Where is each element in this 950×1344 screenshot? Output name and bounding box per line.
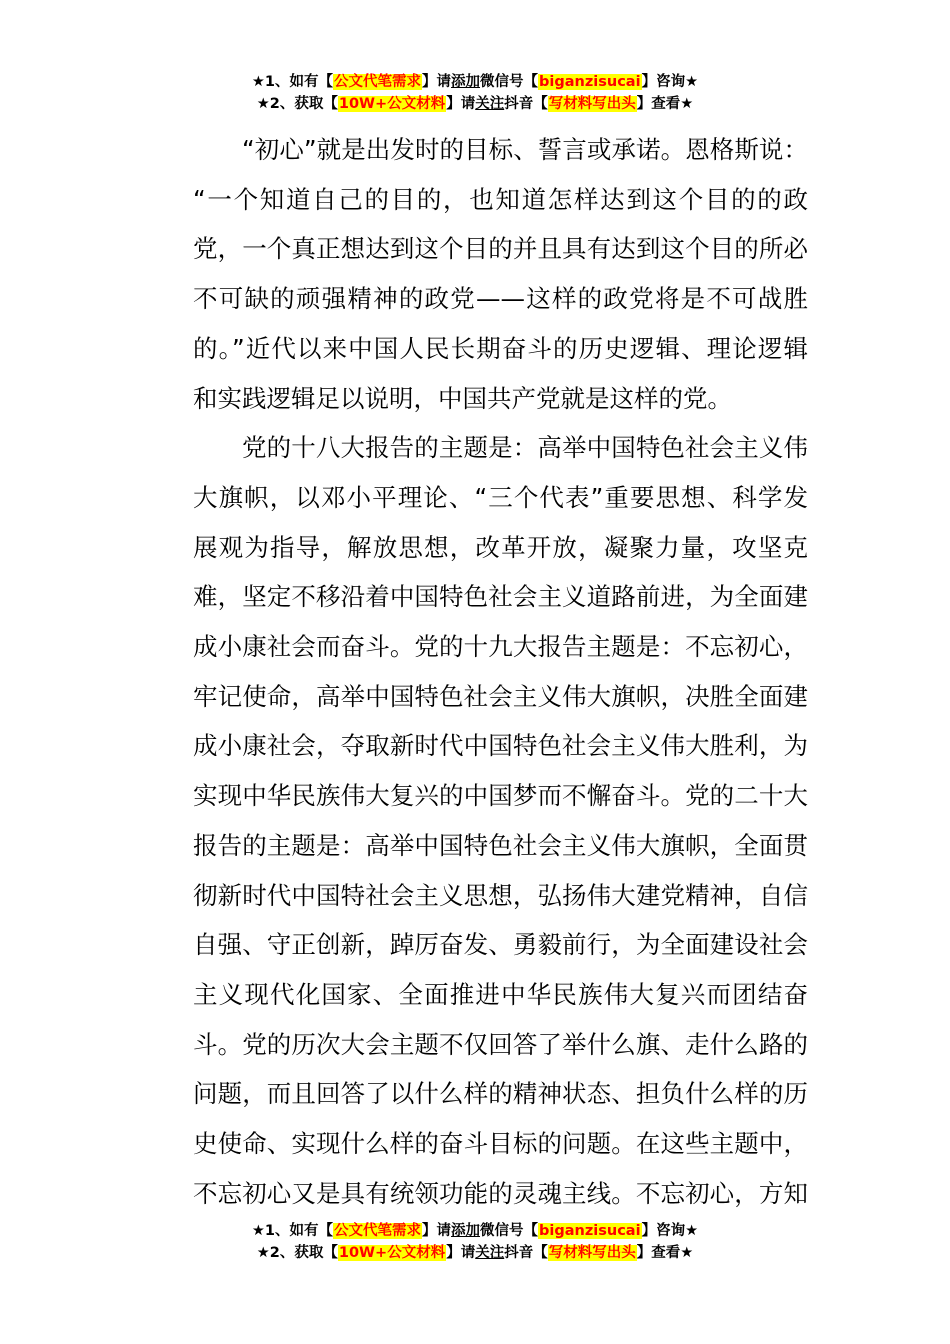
notice-text: 抖音【: [504, 1245, 548, 1261]
highlight-wechat-id: biganzisucai: [539, 1223, 641, 1239]
footer-notice: [0, 1220, 950, 1264]
text-line: 展观为指导，解放思想，改革开放，凝聚力量，攻坚克: [193, 532, 808, 562]
highlight-materials: 10W+公文材料: [338, 96, 446, 112]
notice-text: 】咨询★: [641, 74, 699, 90]
document-body: [144, 125, 808, 1218]
notice-text: 】请: [446, 1245, 476, 1261]
text-line: 的。”近代以来中国人民长期奋斗的历史逻辑、理论逻辑: [193, 333, 808, 363]
notice-text: 】查看★: [636, 1245, 694, 1261]
notice-underlined: 添加: [451, 1223, 481, 1239]
notice-text: 】查看★: [636, 96, 694, 112]
text-line: 党，一个真正想达到这个目的并且具有达到这个目的所必: [193, 234, 808, 264]
highlight-materials: 10W+公文材料: [338, 1245, 446, 1261]
notice-text: ★1、如有【: [251, 74, 334, 90]
notice-line-1: [0, 71, 950, 93]
notice-text: ★1、如有【: [251, 1223, 334, 1239]
text-line: 实现中华民族伟大复兴的中国梦而不懈奋斗。党的二十大: [193, 781, 808, 811]
text-line: 史使命、实现什么样的奋斗目标的问题。在这些主题中，: [193, 1129, 808, 1159]
notice-line-2: [0, 1242, 950, 1264]
notice-text: 微信号【: [480, 74, 539, 90]
text-line: 主义现代化国家、全面推进中华民族伟大复兴而团结奋: [193, 979, 808, 1009]
text-line: 彻新时代中国特社会主义思想，弘扬伟大建党精神，自信: [193, 880, 808, 910]
paragraph-1: [144, 125, 808, 423]
notice-text: ★2、获取【: [256, 96, 338, 112]
notice-underlined: 添加: [451, 74, 481, 90]
notice-text: 】请: [422, 1223, 452, 1239]
text-line: 大旗帜，以邓小平理论、“三个代表”重要思想、科学发: [193, 482, 808, 512]
text-line: 不可缺的顽强精神的政党——这样的政党将是不可战胜: [193, 284, 808, 314]
notice-text: ★2、获取【: [256, 1245, 338, 1261]
text-line: 斗。党的历次大会主题不仅回答了举什么旗、走什么路的: [193, 1029, 808, 1059]
text-line: 问题，而且回答了以什么样的精神状态、担负什么样的历: [193, 1079, 808, 1109]
notice-text: 微信号【: [480, 1223, 539, 1239]
text-line: 难，坚定不移沿着中国特色社会主义道路前进，为全面建: [193, 582, 808, 612]
notice-text: 】请: [446, 96, 476, 112]
header-notice: [0, 71, 950, 115]
notice-line-2: [0, 93, 950, 115]
notice-text: 】咨询★: [641, 1223, 699, 1239]
text-line: “初心”就是出发时的目标、誓言或承诺。恩格斯说：: [242, 135, 808, 164]
highlight-douyin-account: 写材料写出头: [548, 96, 636, 112]
notice-text: 抖音【: [504, 96, 548, 112]
text-line: “一个知道自己的目的，也知道怎样达到这个目的的政: [193, 184, 808, 214]
text-line: 报告的主题是：高举中国特色社会主义伟大旗帜，全面贯: [193, 830, 808, 860]
text-line: 成小康社会，夺取新时代中国特色社会主义伟大胜利，为: [193, 731, 808, 761]
text-line: 和实践逻辑足以说明，中国共产党就是这样的党。: [193, 383, 732, 413]
paragraph-2: [144, 423, 808, 1218]
highlight-ghostwriting: 公文代笔需求: [334, 1223, 422, 1239]
highlight-douyin-account: 写材料写出头: [548, 1245, 636, 1261]
highlight-ghostwriting: 公文代笔需求: [334, 74, 422, 90]
notice-line-1: [0, 1220, 950, 1242]
text-line: 不忘初心又是具有统领功能的灵魂主线。不忘初心，方知: [193, 1178, 808, 1208]
text-line: 牢记使命，高举中国特色社会主义伟大旗帜，决胜全面建: [193, 681, 808, 711]
notice-underlined: 关注: [475, 96, 505, 112]
highlight-wechat-id: biganzisucai: [539, 74, 641, 90]
notice-text: 】请: [422, 74, 452, 90]
notice-underlined: 关注: [475, 1245, 505, 1261]
text-line: 成小康社会而奋斗。党的十九大报告主题是：不忘初心，: [193, 632, 808, 662]
text-line: 党的十八大报告的主题是：高举中国特色社会主义伟: [242, 433, 808, 463]
text-line: 自强、守正创新，踔厉奋发、勇毅前行，为全面建设社会: [193, 930, 808, 960]
